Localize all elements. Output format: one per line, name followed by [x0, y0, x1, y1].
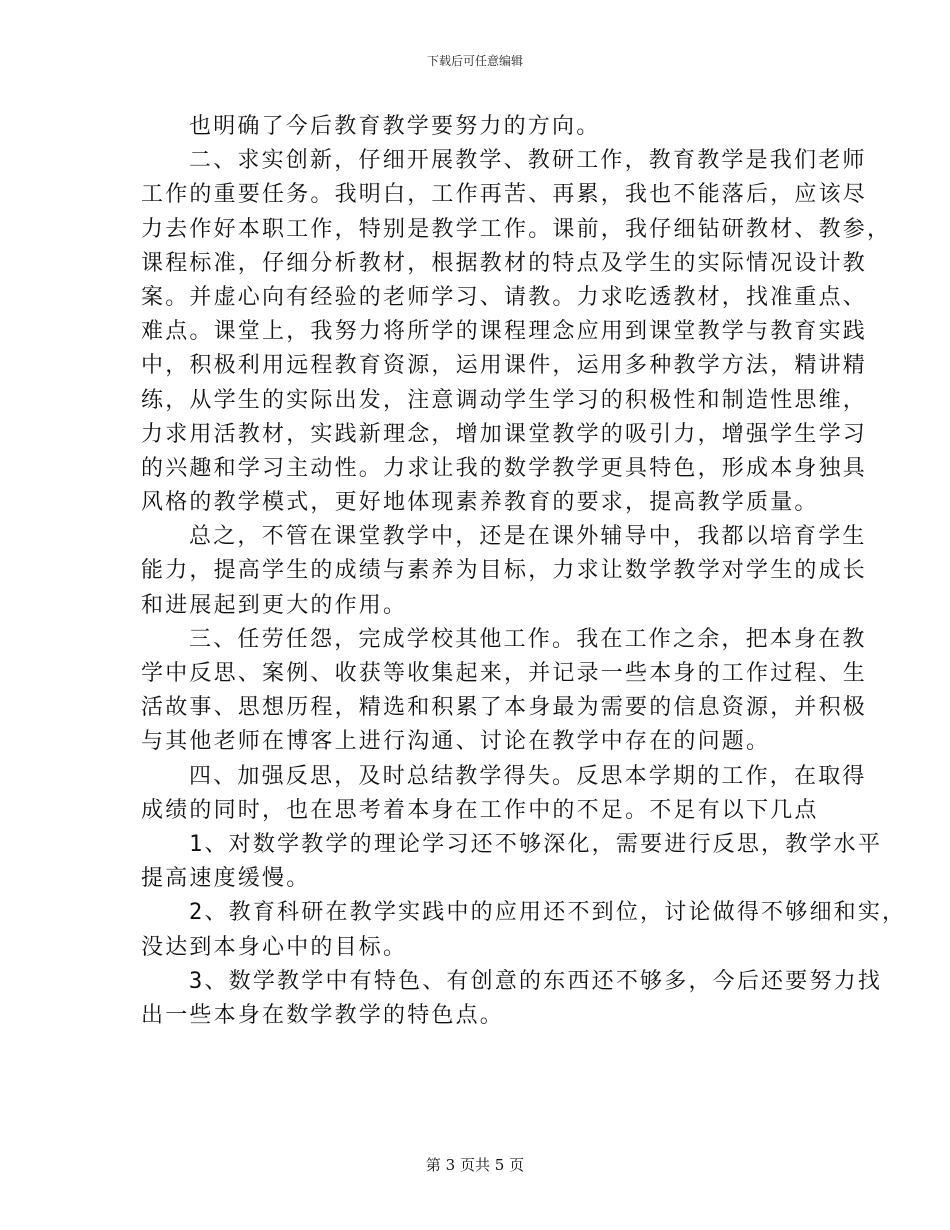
document-body [141, 110, 907, 1033]
text-line: 能力，提高学生的成绩与素养为目标，力求让数学教学对学生的成长 [141, 558, 868, 584]
text-line: 也明确了今后教育教学要努力的方向。 [189, 114, 601, 139]
text-line: 提高速度缓慢。 [141, 866, 311, 892]
text-line: 没达到本身心中的目标。 [141, 934, 408, 960]
text-line: 课程标准，仔细分析教材，根据教材的特点及学生的实际情况设计教 [141, 250, 868, 276]
text-line: 四、加强反思，及时总结教学得失。反思本学期的工作，在取得 [189, 763, 867, 789]
text-line: 1、对数学教学的理论学习还不够深化，需要进行反思，教学水平 [189, 831, 883, 857]
text-line: 案。并虚心向有经验的老师学习、请教。力求吃透教材，找准重点、 [141, 284, 868, 310]
text-line: 练，从学生的实际出发，注意调动学生学习的积极性和制造性思维， [141, 387, 868, 413]
text-line: 和进展起到更大的作用。 [141, 592, 408, 618]
text-line: 工作的重要任务。我明白，工作再苦、再累，我也不能落后，应该尽 [141, 182, 868, 208]
text-line: 2、教育科研在教学实践中的应用还不到位，讨论做得不够细和实， [189, 900, 907, 926]
text-line: 三、任劳任怨，完成学校其他工作。我在工作之余，把本身在教 [189, 626, 867, 652]
text-line: 难点。课堂上，我努力将所学的课程理念应用到课堂教学与教育实践 [141, 319, 868, 345]
text-line: 总之，不管在课堂教学中，还是在课外辅导中，我都以培育学生 [189, 524, 867, 550]
text-line: 成绩的同时，也在思考着本身在工作中的不足。不足有以下几点 [141, 797, 819, 823]
text-line: 二、求实创新，仔细开展教学、教研工作，教育教学是我们老师 [189, 148, 867, 174]
text-line: 3、数学教学中有特色、有创意的东西还不够多，今后还要努力找 [189, 968, 883, 994]
text-line: 与其他老师在博客上进行沟通、讨论在教学中存在的问题。 [141, 729, 771, 755]
text-line: 活故事、思想历程，精选和积累了本身最为需要的信息资源，并积极 [141, 695, 868, 721]
text-line: 中，积极利用远程教育资源，运用课件，运用多种教学方法，精讲精 [141, 353, 868, 379]
text-line: 学中反思、案例、收获等收集起来，并记录一些本身的工作过程、生 [141, 661, 868, 686]
page-number: 第 3 页共 5 页 [425, 1156, 525, 1174]
page-header: 下载后可任意编辑 [426, 54, 523, 68]
text-line: 风格的教学模式，更好地体现素养教育的要求，提高教学质量。 [141, 490, 819, 516]
text-line: 出一些本身在数学教学的特色点。 [141, 1002, 505, 1028]
text-line: 力求用活教材，实践新理念，增加课堂教学的吸引力，增强学生学习 [141, 421, 868, 447]
text-line: 的兴趣和学习主动性。力求让我的数学教学更具特色，形成本身独具 [141, 455, 868, 481]
text-line: 力去作好本职工作，特别是教学工作。课前，我仔细钻研教材、教参， [141, 216, 892, 242]
